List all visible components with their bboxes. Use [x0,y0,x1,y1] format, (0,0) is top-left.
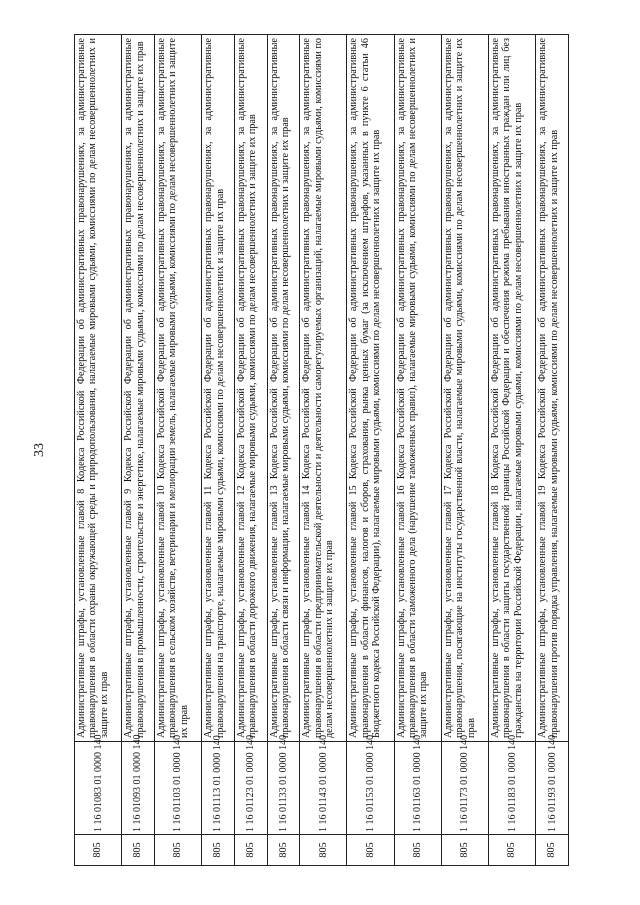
description-cell: Административные штрафы, установленные главой 13 Кодекса Российской Федерации об административных правонарушениях, за административные правонарушения в области связи и информации, налагаемые мировыми судьями, комиссиями по делам несовершеннолетних и защите их прав [267,35,300,742]
admin-code-cell: 805 [489,835,536,866]
budget-code-cell: 1 16 01103 01 0000 140 [154,742,201,835]
budget-code-cell: 1 16 01153 01 0000 140 [347,742,394,835]
table-row [536,35,569,866]
budget-code-cell: 1 16 01193 01 0000 140 [536,742,569,835]
description-cell: Административные штрафы, установленные главой 9 Кодекса Российской Федерации об административных правонарушениях, за административные правонарушения в промышленности, строительстве и энергетике, налагаемые мировыми судьями, комиссиями по делам несовершеннолетних и защите их прав [122,35,155,742]
budget-codes-table [74,34,569,866]
table-row [300,35,347,866]
description-cell: Административные штрафы, установленные главой 12 Кодекса Российской Федерации об административных правонарушениях, за административные правонарушения в области дорожного движения, налагаемые мировыми судьями, комиссиями по делам несовершеннолетних и защите их прав [234,35,267,742]
table-row [441,35,488,866]
description-cell: Административные штрафы, установленные главой 10 Кодекса Российской Федерации об административных правонарушениях, за административные правонарушения в сельском хозяйстве, ветеринарии и мелиорации земель, налагаемые мировыми судьями, комиссиями по делам несовершеннолетних и защите их прав [154,35,201,742]
page-number: 33 [32,443,47,457]
description-cell: Административные штрафы, установленные главой 8 Кодекса Российской Федерации об административных правонарушениях, за административные правонарушения в области охраны окружающей среды и природопользования, налагаемые мировыми судьями, комиссиями по делам несовершеннолетних и защите их прав [75,35,122,742]
admin-code-cell: 805 [267,835,300,866]
table-row [75,35,122,866]
description-cell: Административные штрафы, установленные главой 15 Кодекса Российской Федерации об административных правонарушениях, за административные правонарушения в области финансов, налогов и сборов, страхования, рынка ценных бумаг (за исключением штрафов, указанных в пункте 6 статьи 46 Бюджетного кодекса Российской Федерации), налагаемые мировыми судьями, комиссиями по делам несовершеннолетних и защите их прав [347,35,394,742]
budget-code-cell: 1 16 01093 01 0000 140 [122,742,155,835]
budget-code-cell: 1 16 01183 01 0000 140 [489,742,536,835]
admin-code-cell: 805 [234,835,267,866]
table-row [234,35,267,866]
description-cell: Административные штрафы, установленные главой 11 Кодекса Российской Федерации об административных правонарушениях, за административные правонарушения на транспорте, налагаемые мировыми судьями, комиссиями по делам несовершеннолетних и защите их прав [202,35,235,742]
admin-code-cell: 805 [122,835,155,866]
budget-code-cell: 1 16 01173 01 0000 140 [441,742,488,835]
table-row [267,35,300,866]
description-cell: Административные штрафы, установленные главой 19 Кодекса Российской Федерации об административных правонарушениях, за административные правонарушения против порядка управления, налагаемые мировыми судьями, комиссиями по делам несовершеннолетних и защите их прав [536,35,569,742]
table-body [75,35,569,866]
budget-code-cell: 1 16 01133 01 0000 140 [267,742,300,835]
description-cell: Административные штрафы, установленные главой 17 Кодекса Российской Федерации об административных правонарушениях, за административные правонарушения, посягающие на институты государственной власти, налагаемые мировыми судьями, комиссиями по делам несовершеннолетних и защите их прав [441,35,488,742]
admin-code-cell: 805 [347,835,394,866]
budget-code-cell: 1 16 01123 01 0000 140 [234,742,267,835]
table-row [122,35,155,866]
table-row [202,35,235,866]
admin-code-cell: 805 [536,835,569,866]
admin-code-cell: 805 [202,835,235,866]
description-cell: Административные штрафы, установленные главой 18 Кодекса Российской Федерации об административных правонарушениях, за административные правонарушения в области защиты государственной границы Российской Федерации и обеспечения режима пребывания иностранных граждан или лиц без гражданства на территории Российской Федерации, налагаемые мировыми судьями, комиссиями по делам несовершеннолетних и защите их прав [489,35,536,742]
budget-code-cell: 1 16 01143 01 0000 140 [300,742,347,835]
admin-code-cell: 805 [394,835,441,866]
description-cell: Административные штрафы, установленные главой 16 Кодекса Российской Федерации об административных правонарушениях, за административные правонарушения в области таможенного дела (нарушение таможенных правил), налагаемые мировыми судьями, комиссиями по делам несовершеннолетних и защите их прав [394,35,441,742]
rotated-page [32,34,569,866]
budget-code-cell: 1 16 01113 01 0000 140 [202,742,235,835]
admin-code-cell: 805 [75,835,122,866]
table-row [347,35,394,866]
admin-code-cell: 805 [154,835,201,866]
budget-code-cell: 1 16 01083 01 0000 140 [75,742,122,835]
budget-code-cell: 1 16 01163 01 0000 140 [394,742,441,835]
table-row [489,35,536,866]
table-row [154,35,201,866]
table-row [394,35,441,866]
admin-code-cell: 805 [300,835,347,866]
description-cell: Административные штрафы, установленные главой 14 Кодекса Российской Федерации об административных правонарушениях, за административные правонарушения в области предпринимательской деятельности и деятельности саморегулируемых организаций, налагаемые мировыми судьями, комиссиями по делам несовершеннолетних и защите их прав [300,35,347,742]
admin-code-cell: 805 [441,835,488,866]
